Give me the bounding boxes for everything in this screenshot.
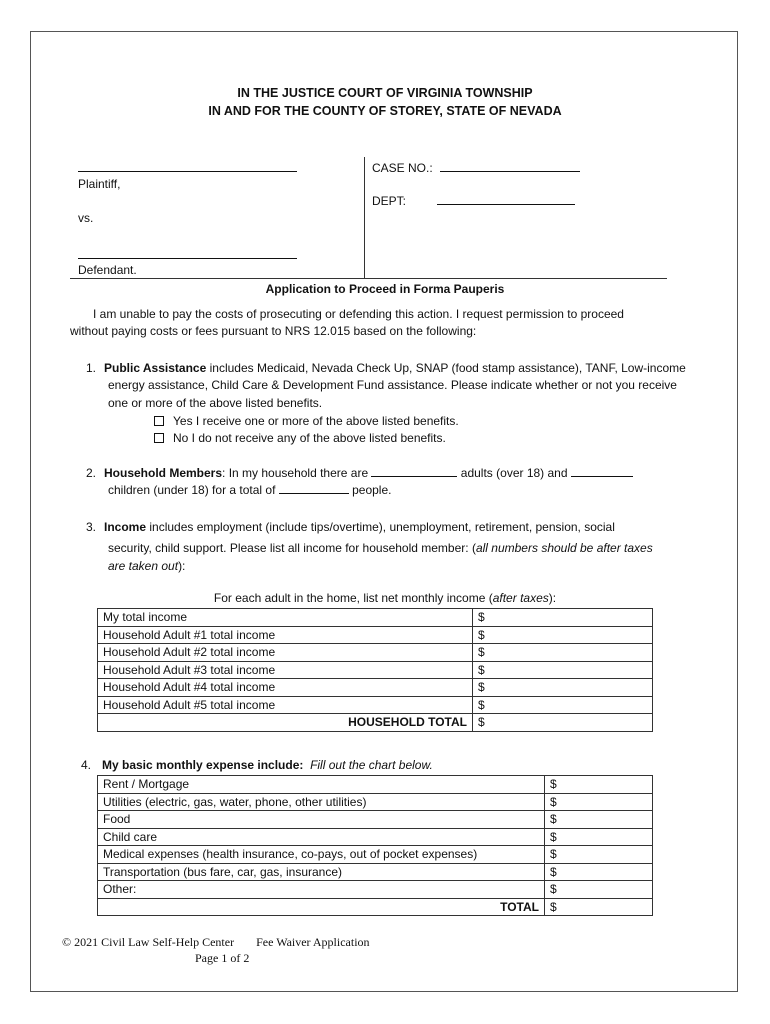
caption-divider bbox=[364, 157, 365, 278]
income-amount-cell[interactable]: $ bbox=[473, 679, 653, 697]
intro-line1: I am unable to pay the costs of prosecuting or defending this action. I request permission to proceed bbox=[93, 307, 624, 321]
household-total-label: HOUSEHOLD TOTAL bbox=[98, 714, 473, 732]
table-row bbox=[98, 863, 653, 881]
section1-number: 1. bbox=[86, 361, 97, 375]
expense-amount-cell[interactable]: $ bbox=[545, 811, 653, 829]
section4-number: 4. bbox=[81, 758, 92, 772]
expense-amount-cell[interactable]: $ bbox=[545, 793, 653, 811]
case-number-label: CASE NO.: bbox=[372, 161, 433, 175]
table-row bbox=[98, 846, 653, 864]
table-row bbox=[98, 828, 653, 846]
income-row-label: Household Adult #5 total income bbox=[98, 696, 473, 714]
expense-row-label: Rent / Mortgage bbox=[98, 776, 545, 794]
table-row bbox=[98, 626, 653, 644]
court-heading-line2: IN AND FOR THE COUNTY OF STOREY, STATE OF NEVADA bbox=[208, 104, 562, 118]
footer-line1 bbox=[62, 935, 370, 950]
dept-row bbox=[372, 194, 575, 208]
table-row bbox=[98, 881, 653, 899]
section1-heading: Public Assistance bbox=[104, 361, 207, 375]
income-row-label: Household Adult #4 total income bbox=[98, 679, 473, 697]
expense-amount-cell[interactable]: $ bbox=[545, 776, 653, 794]
section2-heading: Household Members bbox=[104, 466, 223, 480]
income-row-label: Household Adult #1 total income bbox=[98, 626, 473, 644]
section4-line1 bbox=[102, 757, 433, 775]
case-number-field[interactable] bbox=[440, 161, 580, 172]
expense-row-label: Food bbox=[98, 811, 545, 829]
section2-line2: children (under 18) for a total of people. bbox=[108, 483, 392, 497]
intro-line2: without paying costs or fees pursuant to NRS 12.015 based on the following: bbox=[70, 324, 477, 338]
option-no[interactable]: No I do not receive any of the above listed benefits. bbox=[154, 430, 446, 448]
adults-count-field[interactable] bbox=[371, 466, 457, 477]
expense-total-cell[interactable]: $ bbox=[545, 898, 653, 916]
household-total-cell[interactable]: $ bbox=[473, 714, 653, 732]
no-checkbox[interactable] bbox=[154, 433, 164, 443]
table-row bbox=[98, 609, 653, 627]
section3-line1: Income includes employment (include tips/overtime), unemployment, retirement, pension, social bbox=[104, 520, 615, 534]
vs-label: vs. bbox=[78, 211, 94, 225]
expense-row-label: Medical expenses (health insurance, co-pays, out of pocket expenses) bbox=[98, 846, 545, 864]
table-row bbox=[98, 696, 653, 714]
dept-label: DEPT: bbox=[372, 194, 407, 208]
document-title: Application to Proceed in Forma Pauperis bbox=[265, 282, 505, 296]
section3-line2: security, child support. Please list all income for household member: (all numbers should be after taxes bbox=[108, 541, 653, 555]
expense-amount-cell[interactable]: $ bbox=[545, 828, 653, 846]
option-yes[interactable]: Yes I receive one or more of the above listed benefits. bbox=[154, 413, 459, 431]
income-row-label: Household Adult #3 total income bbox=[98, 661, 473, 679]
footer-form-name: Fee Waiver Application bbox=[256, 935, 370, 949]
expense-row-label: Transportation (bus fare, car, gas, insurance) bbox=[98, 863, 545, 881]
section2-number: 2. bbox=[86, 466, 97, 480]
expense-row-label: Other: bbox=[98, 881, 545, 899]
defendant-name-field[interactable] bbox=[78, 248, 297, 262]
expense-row-label: Utilities (electric, gas, water, phone, other utilities) bbox=[98, 793, 545, 811]
plaintiff-label: Plaintiff, bbox=[78, 177, 121, 191]
total-people-field[interactable] bbox=[279, 483, 349, 494]
income-amount-cell[interactable]: $ bbox=[473, 644, 653, 662]
table-row bbox=[98, 898, 653, 916]
income-row-label: Household Adult #2 total income bbox=[98, 644, 473, 662]
income-amount-cell[interactable]: $ bbox=[473, 609, 653, 627]
children-count-field[interactable] bbox=[571, 466, 633, 477]
expense-amount-cell[interactable]: $ bbox=[545, 881, 653, 899]
section1-line2: energy assistance, Child Care & Development Fund assistance. Please indicate whether or not you receive bbox=[108, 378, 677, 392]
table-row bbox=[98, 661, 653, 679]
caption-underline bbox=[70, 278, 667, 279]
case-number-row bbox=[372, 161, 580, 175]
table-row bbox=[98, 811, 653, 829]
income-table bbox=[97, 608, 653, 732]
section3-heading: Income bbox=[104, 520, 147, 534]
expense-table bbox=[97, 775, 653, 916]
expense-amount-cell[interactable]: $ bbox=[545, 863, 653, 881]
section4-instruction: Fill out the chart below. bbox=[310, 758, 433, 772]
section2-line1: Household Members: In my household there are adults (over 18) and bbox=[104, 465, 633, 483]
plaintiff-name-field[interactable] bbox=[78, 161, 297, 175]
section3-number: 3. bbox=[86, 520, 97, 534]
dept-field[interactable] bbox=[437, 194, 575, 205]
table-row bbox=[98, 679, 653, 697]
table-row bbox=[98, 793, 653, 811]
section1-line1: Public Assistance includes Medicaid, Nevada Check Up, SNAP (food stamp assistance), TANF, Low-income bbox=[104, 361, 686, 375]
table-row bbox=[98, 776, 653, 794]
income-row-label: My total income bbox=[98, 609, 473, 627]
yes-checkbox[interactable] bbox=[154, 416, 164, 426]
footer-page-number: Page 1 of 2 bbox=[195, 951, 250, 965]
section4-heading: My basic monthly expense include: bbox=[102, 758, 304, 772]
expense-amount-cell[interactable]: $ bbox=[545, 846, 653, 864]
expense-row-label: Child care bbox=[98, 828, 545, 846]
section1-line3: one or more of the above listed benefits. bbox=[108, 396, 323, 410]
table-row bbox=[98, 644, 653, 662]
court-heading-line1: IN THE JUSTICE COURT OF VIRGINIA TOWNSHIP bbox=[237, 86, 533, 100]
section3-line3: are taken out): bbox=[108, 559, 186, 573]
defendant-label: Defendant. bbox=[78, 263, 137, 277]
income-amount-cell[interactable]: $ bbox=[473, 626, 653, 644]
income-table-caption: For each adult in the home, list net monthly income (after taxes): bbox=[213, 591, 557, 605]
income-amount-cell[interactable]: $ bbox=[473, 661, 653, 679]
income-amount-cell[interactable]: $ bbox=[473, 696, 653, 714]
expense-total-label: TOTAL bbox=[98, 898, 545, 916]
footer-copyright: © 2021 Civil Law Self-Help Center bbox=[62, 935, 235, 949]
table-row bbox=[98, 714, 653, 732]
